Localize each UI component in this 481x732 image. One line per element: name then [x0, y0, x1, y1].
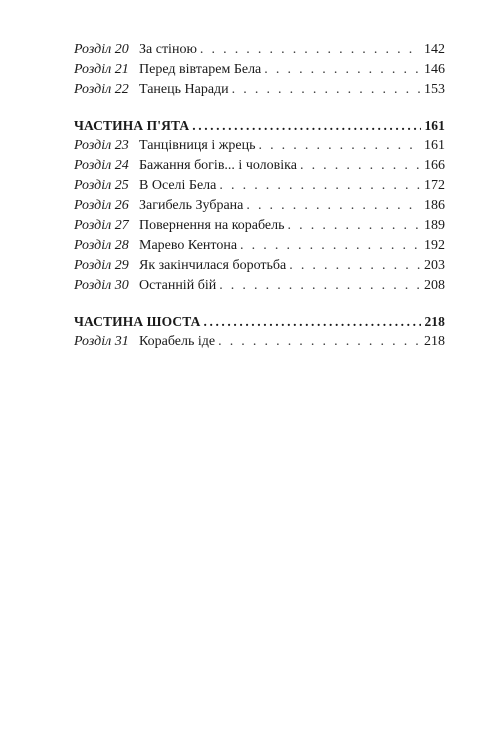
- chapter-title: В Оселі Бела: [139, 178, 217, 193]
- page-number: 161: [424, 118, 445, 133]
- dot-leader: [240, 236, 421, 256]
- page-number: 166: [424, 158, 445, 173]
- part-heading: [74, 311, 445, 332]
- part-title: ЧАСТИНА П'ЯТА: [74, 118, 190, 133]
- page-number: 161: [424, 138, 445, 153]
- dot-leader: [264, 60, 421, 80]
- toc-entry: [74, 80, 445, 100]
- dot-leader: [218, 332, 421, 352]
- toc-entry: [74, 332, 445, 352]
- page-number: 186: [424, 198, 445, 213]
- toc-entry: [74, 136, 445, 156]
- chapter-number: Розділ 26: [74, 198, 129, 213]
- table-of-contents: [74, 40, 445, 352]
- dot-leader: [300, 156, 421, 176]
- dot-leader: [232, 80, 421, 100]
- chapter-title: Бажання богів... і чоловіка: [139, 158, 297, 173]
- page-number: 208: [424, 278, 445, 293]
- chapter-number: Розділ 31: [74, 334, 129, 349]
- chapter-title: Корабель іде: [139, 334, 216, 349]
- part-title: ЧАСТИНА ШОСТА: [74, 314, 201, 329]
- toc-entry: [74, 276, 445, 296]
- dot-leader: [192, 115, 421, 136]
- page-number: 146: [424, 62, 445, 77]
- page-number: 189: [424, 218, 445, 233]
- page-number: 172: [424, 178, 445, 193]
- chapter-title: Марево Кентона: [139, 238, 238, 253]
- toc-entry: [74, 256, 445, 276]
- page-number: 203: [424, 258, 445, 273]
- toc-group-part-five: [74, 115, 445, 296]
- toc-entry: [74, 176, 445, 196]
- chapter-number: Розділ 23: [74, 138, 129, 153]
- toc-group-part-six: [74, 311, 445, 352]
- toc-entry: [74, 40, 445, 60]
- chapter-number: Розділ 28: [74, 238, 129, 253]
- dot-leader: [288, 216, 421, 236]
- dot-leader: [289, 256, 421, 276]
- chapter-title: Повернення на корабель: [139, 218, 285, 233]
- chapter-number: Розділ 24: [74, 158, 129, 173]
- chapter-title: Танцівниця і жрець: [139, 138, 256, 153]
- chapter-number: Розділ 22: [74, 82, 129, 97]
- toc-entry: [74, 60, 445, 80]
- dot-leader: [246, 196, 421, 216]
- page-number: 142: [424, 42, 445, 57]
- toc-entry: [74, 156, 445, 176]
- dot-leader: [258, 136, 421, 156]
- chapter-title: Останній бій: [139, 278, 217, 293]
- toc-entry: [74, 236, 445, 256]
- part-heading: [74, 115, 445, 136]
- toc-entry: [74, 216, 445, 236]
- dot-leader: [219, 276, 421, 296]
- dot-leader: [200, 40, 421, 60]
- chapter-number: Розділ 25: [74, 178, 129, 193]
- chapter-title: За стіною: [139, 42, 197, 57]
- page-number: 192: [424, 238, 445, 253]
- chapter-number: Розділ 27: [74, 218, 129, 233]
- dot-leader: [204, 311, 422, 332]
- dot-leader: [219, 176, 421, 196]
- chapter-title: Перед вівтарем Бела: [139, 62, 262, 77]
- toc-group-continuation: [74, 40, 445, 100]
- page-number: 153: [424, 82, 445, 97]
- toc-entry: [74, 196, 445, 216]
- chapter-number: Розділ 29: [74, 258, 129, 273]
- chapter-title: Танець Наради: [139, 82, 229, 97]
- chapter-title: Як закінчилася боротьба: [139, 258, 287, 273]
- chapter-number: Розділ 20: [74, 42, 129, 57]
- chapter-title: Загибель Зубрана: [139, 198, 244, 213]
- chapter-number: Розділ 30: [74, 278, 129, 293]
- page-number: 218: [424, 314, 445, 329]
- page-number: 218: [424, 334, 445, 349]
- chapter-number: Розділ 21: [74, 62, 129, 77]
